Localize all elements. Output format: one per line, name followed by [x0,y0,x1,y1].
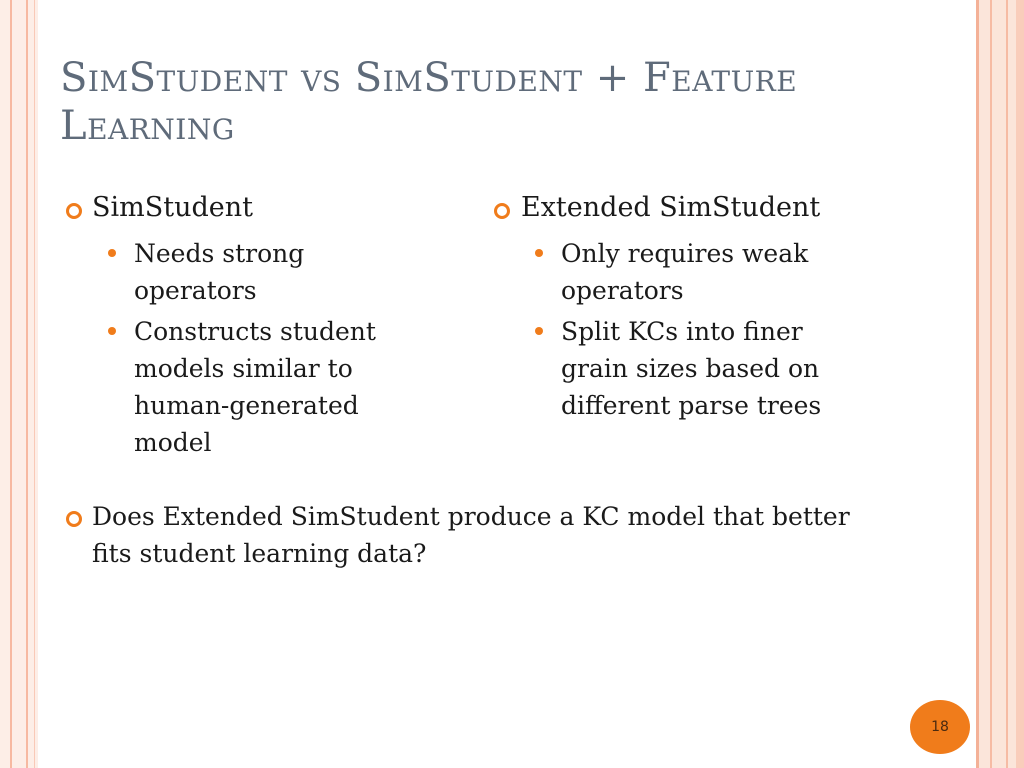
left-item-2: Constructs student models similar to human-generated model [134,317,376,457]
right-border-line [976,0,979,768]
left-decorative-border [0,0,38,768]
ring-bullet-icon [66,203,82,219]
dot-bullet-icon [535,327,543,335]
page-number: 18 [931,719,949,735]
left-border-line [34,0,35,768]
right-item-1: Only requires weak operators [561,239,809,305]
left-column-heading: SimStudent [92,192,253,223]
right-border-line [990,0,992,768]
right-decorative-border [976,0,1024,768]
dot-bullet-icon [108,327,116,335]
ring-bullet-icon [66,511,82,527]
slide-title: SimStudent vs SimStudent + Feature Learning [60,55,798,149]
ring-bullet-icon [494,203,510,219]
left-item-1: Needs strong operators [134,239,305,305]
left-border-line [26,0,28,768]
dot-bullet-icon [108,249,116,257]
left-border-line [10,0,12,768]
right-border-line [1016,0,1024,768]
page-number-badge [910,700,970,754]
right-column-heading: Extended SimStudent [521,192,821,223]
right-item-2: Split KCs into finer grain sizes based on different parse trees [561,317,822,420]
dot-bullet-icon [535,249,543,257]
right-border-line [1006,0,1008,768]
question-text: Does Extended SimStudent produce a KC model that better fits student learning data? [92,502,850,568]
